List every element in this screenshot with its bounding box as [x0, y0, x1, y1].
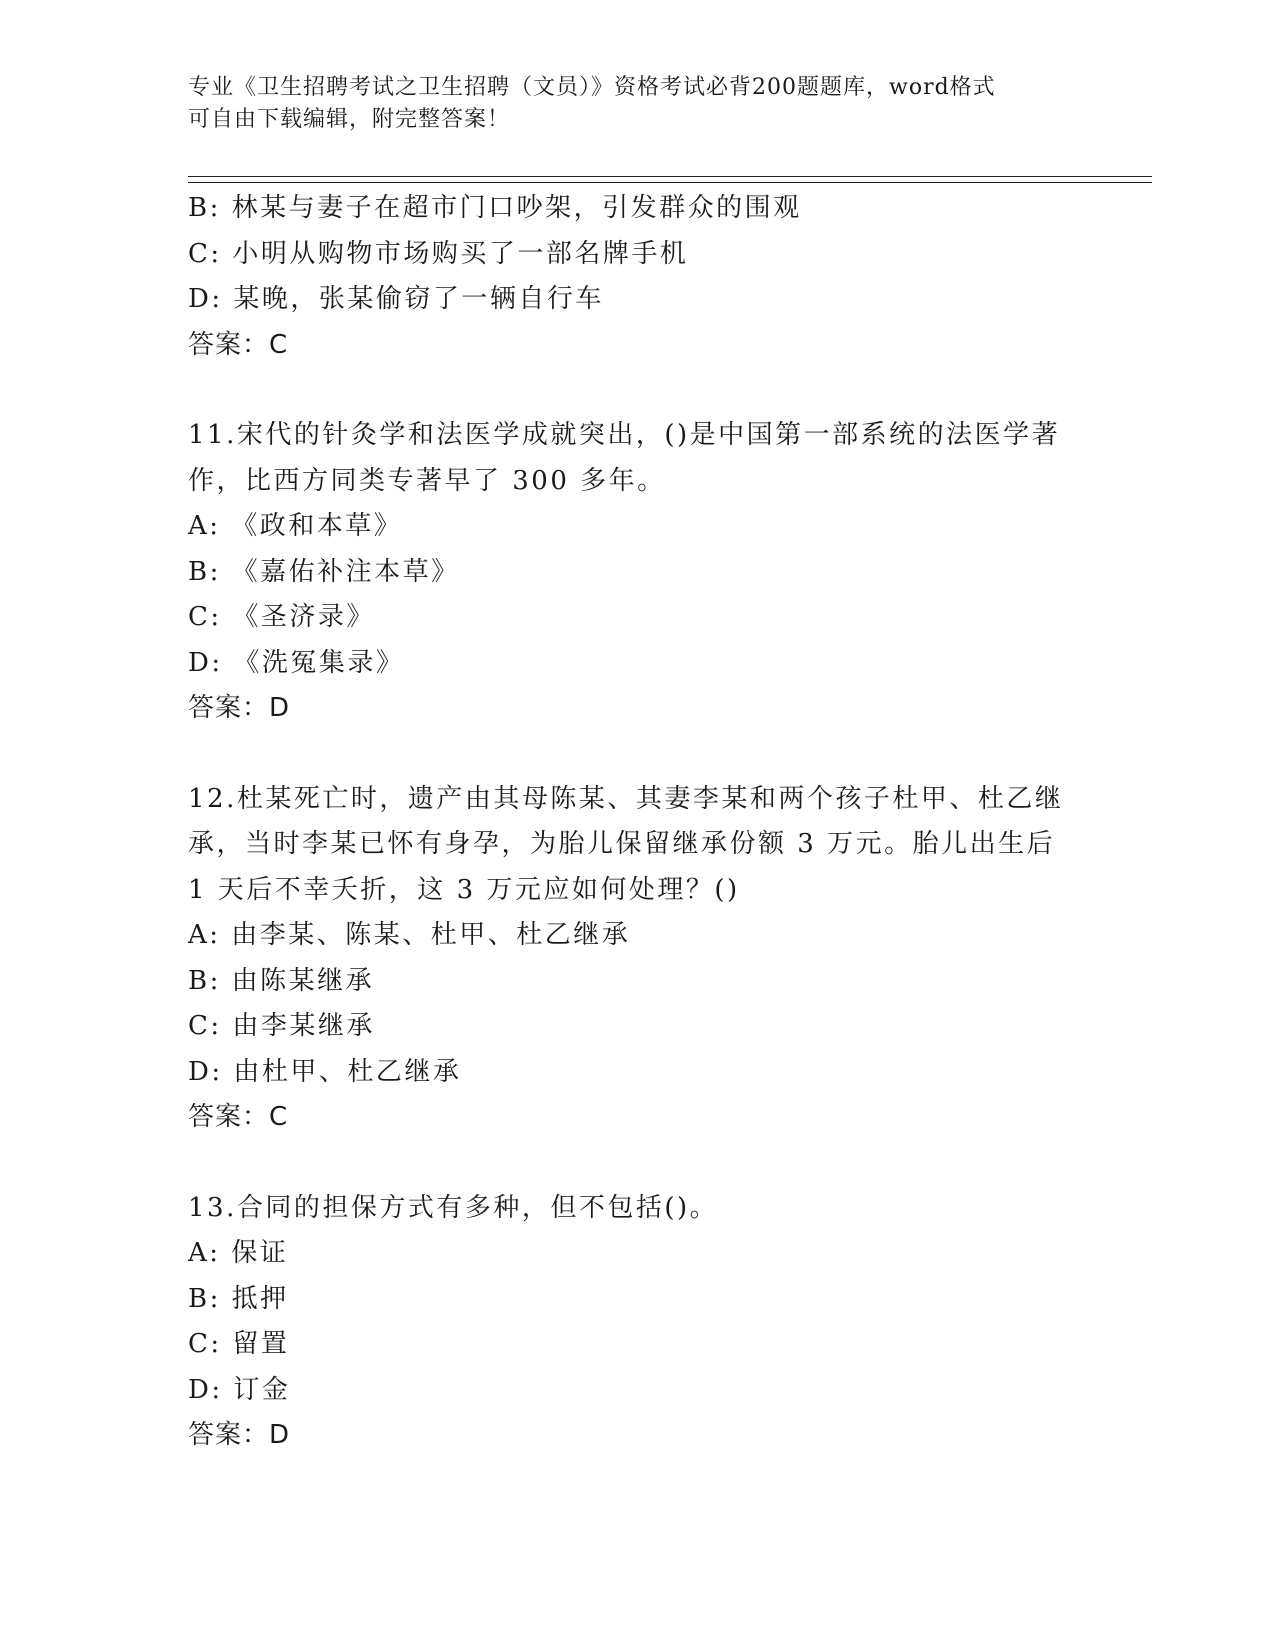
option-d: D: 订金	[188, 1374, 291, 1405]
question-stem: 作，比西方同类专著早了 300 多年。	[188, 465, 666, 496]
option-c: C: 《圣济录》	[188, 602, 375, 632]
option-c: C: 小明从购物市场购买了一部名牌手机	[188, 238, 689, 269]
option-b: B: 《嘉佑补注本草》	[188, 556, 460, 587]
option-d: D: 某晚，张某偷窃了一辆自行车	[188, 284, 604, 314]
answer: 答案：C	[188, 329, 289, 360]
option-d: D: 《洗冤集录》	[188, 647, 405, 678]
question-11	[188, 413, 1088, 732]
option-c: C: 留置	[188, 1329, 290, 1359]
question-stem: 1 天后不幸夭折，这 3 万元应如何处理？()	[188, 874, 740, 905]
header-rule-bottom	[188, 182, 1152, 183]
header-line-1: 专业《卫生招聘考试之卫生招聘（文员）》资格考试必背200题题库，word格式	[188, 75, 996, 100]
answer: 答案：D	[188, 1420, 291, 1450]
option-a: A: 保证	[188, 1238, 289, 1268]
header-rule-top	[188, 176, 1152, 177]
option-b: B: 林某与妻子在超市门口吵架，引发群众的围观	[188, 193, 802, 223]
question-13	[188, 1186, 1088, 1459]
option-c: C: 由李某继承	[188, 1011, 375, 1041]
question-12	[188, 777, 1088, 1141]
option-a: A: 由李某、陈某、杜甲、杜乙继承	[188, 920, 631, 950]
question-content	[188, 186, 1088, 1459]
question-stem: 11.宋代的针灸学和法医学成就突出，()是中国第一部系统的法医学著	[188, 420, 1061, 450]
answer: 答案：D	[188, 693, 291, 723]
question-stem: 13.合同的担保方式有多种，但不包括()。	[188, 1192, 719, 1223]
header-line-2: 可自由下载编辑，附完整答案！	[188, 107, 511, 132]
answer: 答案：C	[188, 1102, 289, 1132]
document-header	[188, 72, 1068, 136]
question-stem: 12.杜某死亡时，遗产由其母陈某、其妻李某和两个孩子杜甲、杜乙继	[188, 783, 1064, 814]
option-b: B: 由陈某继承	[188, 965, 375, 996]
question-stem: 承，当时李某已怀有身孕，为胎儿保留继承份额 3 万元。胎儿出生后	[188, 829, 1056, 859]
question-10-tail	[188, 186, 1088, 368]
option-d: D: 由杜甲、杜乙继承	[188, 1056, 462, 1087]
option-a: A: 《政和本草》	[188, 511, 403, 541]
option-b: B: 抵押	[188, 1283, 289, 1314]
